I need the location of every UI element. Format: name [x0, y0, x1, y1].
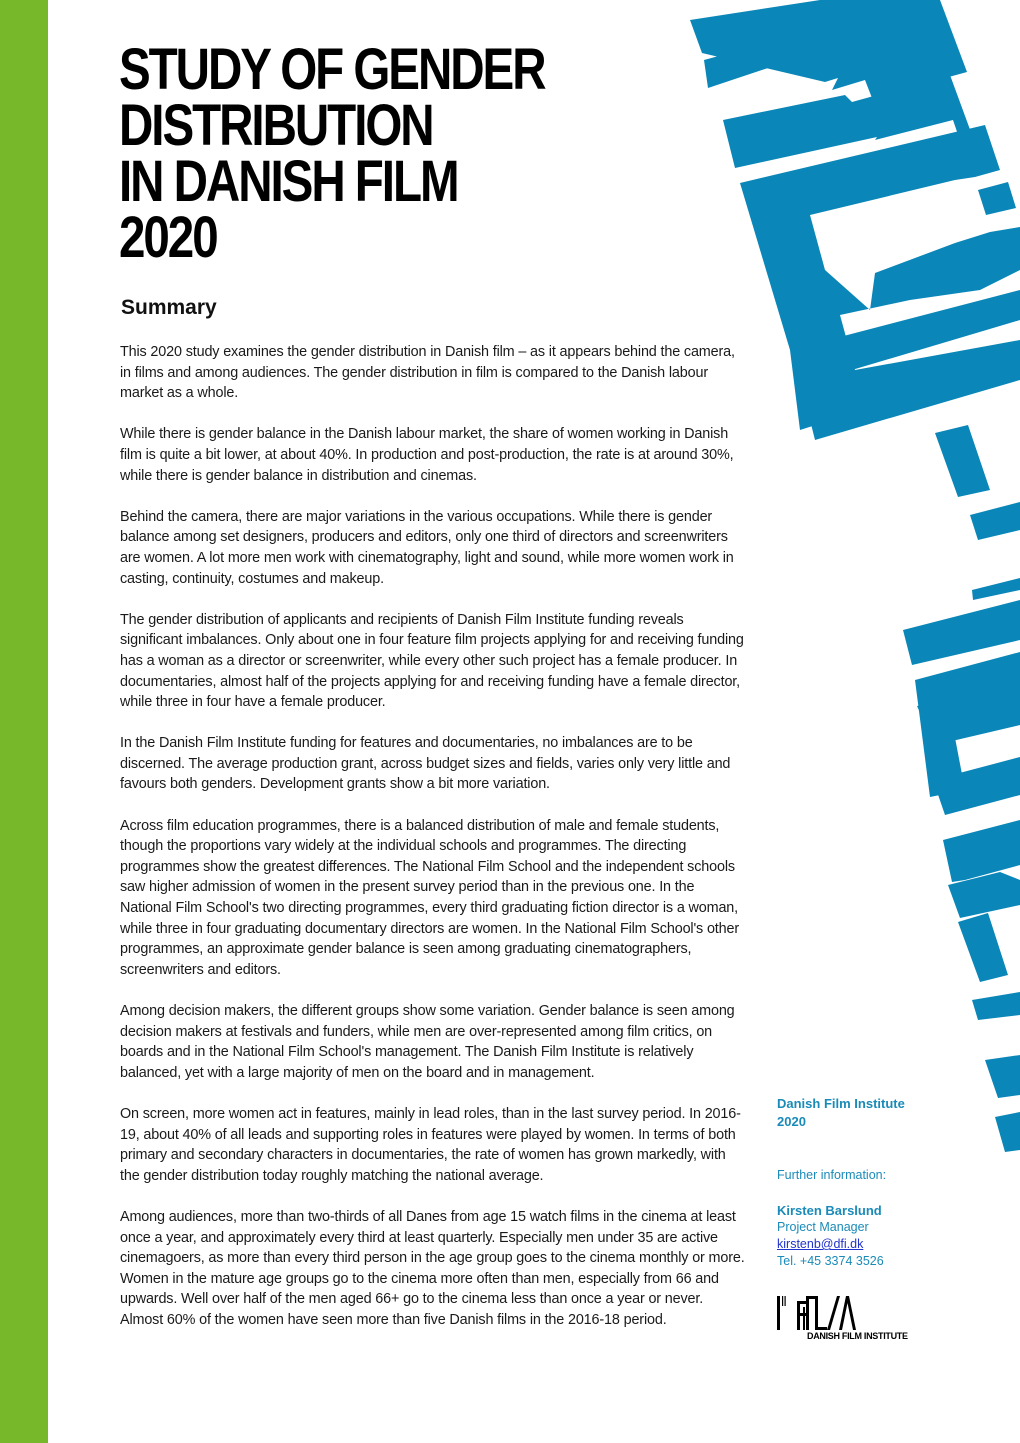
- green-side-bar: [0, 0, 48, 1443]
- paragraph-decision-makers: Among decision makers, the different groups show some variation. Gender balance is seen among decision makers at festivals and funders, while men are over-represented among film critics, on boards and in the National Film School's management. The Danish Film Institute is relatively balanced, yet with a large majority of men on the board and in management.: [120, 1003, 735, 1081]
- summary-heading: Summary: [121, 296, 217, 319]
- dfi-logo-mark: [777, 1293, 902, 1333]
- paragraph-behind-camera: Behind the camera, there are major variations in the various occupations. While there is gender balance among set designers, producers and editors, only one third of directors and screenwriters are women. A lot more men work with cinematography, light and sound, while more women work in casting, continuity, costumes and makeup.: [120, 508, 734, 587]
- title-line-4: 2020: [119, 205, 217, 270]
- contact-name: Kirsten Barslund: [777, 1203, 882, 1218]
- paragraph-funding: In the Danish Film Institute funding for features and documentaries, no imbalances are to be discerned. The average production grant, across budget sizes and fields, varies only very little and favours both genders. Development grants show a bit more variation.: [120, 735, 731, 793]
- contact-phone: Tel. +45 3374 3526: [777, 1254, 884, 1268]
- org-year: 2020: [777, 1114, 806, 1129]
- contact-sidebar: [777, 1095, 977, 1270]
- paragraph-labour-market: While there is gender balance in the Danish labour market, the share of women working in Danish film is quite a bit lower, at about 40%. In production and post-production, the rate is at around 30%, while there is gender balance in distribution and cinemas.: [120, 426, 734, 484]
- paragraph-funding-applicants: The gender distribution of applicants and recipients of Danish Film Institute funding reveals significant imbalances. Only about one in four feature film projects applying for and receiving funding has a woman as a director or screenwriter, while every other such project has a female producer. In documentaries, almost half of the projects applying for and receiving funding have a female director, while three in four have a female producer.: [120, 611, 744, 711]
- summary-body: [120, 342, 745, 1351]
- title-line-2: DISTRIBUTION: [119, 93, 433, 158]
- further-info-label: Further information:: [777, 1168, 887, 1182]
- org-name: Danish Film Institute: [777, 1096, 905, 1111]
- paragraph-intro: This 2020 study examines the gender distribution in Danish film – as it appears behind the camera, in films and among audiences. The gender distribution in film is compared to the Danish labour market as a whole.: [120, 344, 735, 402]
- paragraph-on-screen: On screen, more women act in features, mainly in lead roles, than in the last survey period. In 2016-19, about 40% of all leads and supporting roles in features were played by women. In terms of both primary and secondary characters in documentaries, the rate of women has grown markedly, with the gender distribution today roughly matching the national average.: [120, 1105, 741, 1184]
- contact-role: Project Manager: [777, 1220, 869, 1234]
- title-line-1: STUDY OF GENDER: [119, 37, 545, 102]
- title-line-3: IN DANISH FILM: [119, 149, 458, 214]
- contact-email-link[interactable]: kirstenb@dfi.dk: [777, 1237, 864, 1251]
- document-title: [119, 37, 578, 270]
- paragraph-audiences: Among audiences, more than two-thirds of all Danes from age 15 watch films in the cinema at least once a year, and approximately every third at least quarterly. Especially men under 35 are active cinemagoers, as more than every third person in the age group goes to the cinema monthly or more. Women in the mature age groups go to the cinema more often than men, especially from 66 and upwards. Well over half of the men aged 66+ go to the cinema less than once a year or never. Almost 60% of the women have seen more than five Danish films in the 2016-18 period.: [120, 1208, 745, 1328]
- paragraph-education: Across film education programmes, there is a balanced distribution of male and female students, though the proportions vary widely at the individual schools and programmes. The directing programmes show the greatest differences. The National Film School and the independent schools saw higher admission of women in the present survey period than in the previous one. In the National Film School's two directing programmes, every third graduating fiction director is a woman, while three in four graduating documentary directors are women. In the National Film School's other programmes, an approximate gender balance is seen among graduating cinematographers, screenwriters and editors.: [120, 817, 740, 978]
- logo-caption: DANISH FILM INSTITUTE: [807, 1331, 908, 1341]
- dfi-logo: [777, 1293, 908, 1348]
